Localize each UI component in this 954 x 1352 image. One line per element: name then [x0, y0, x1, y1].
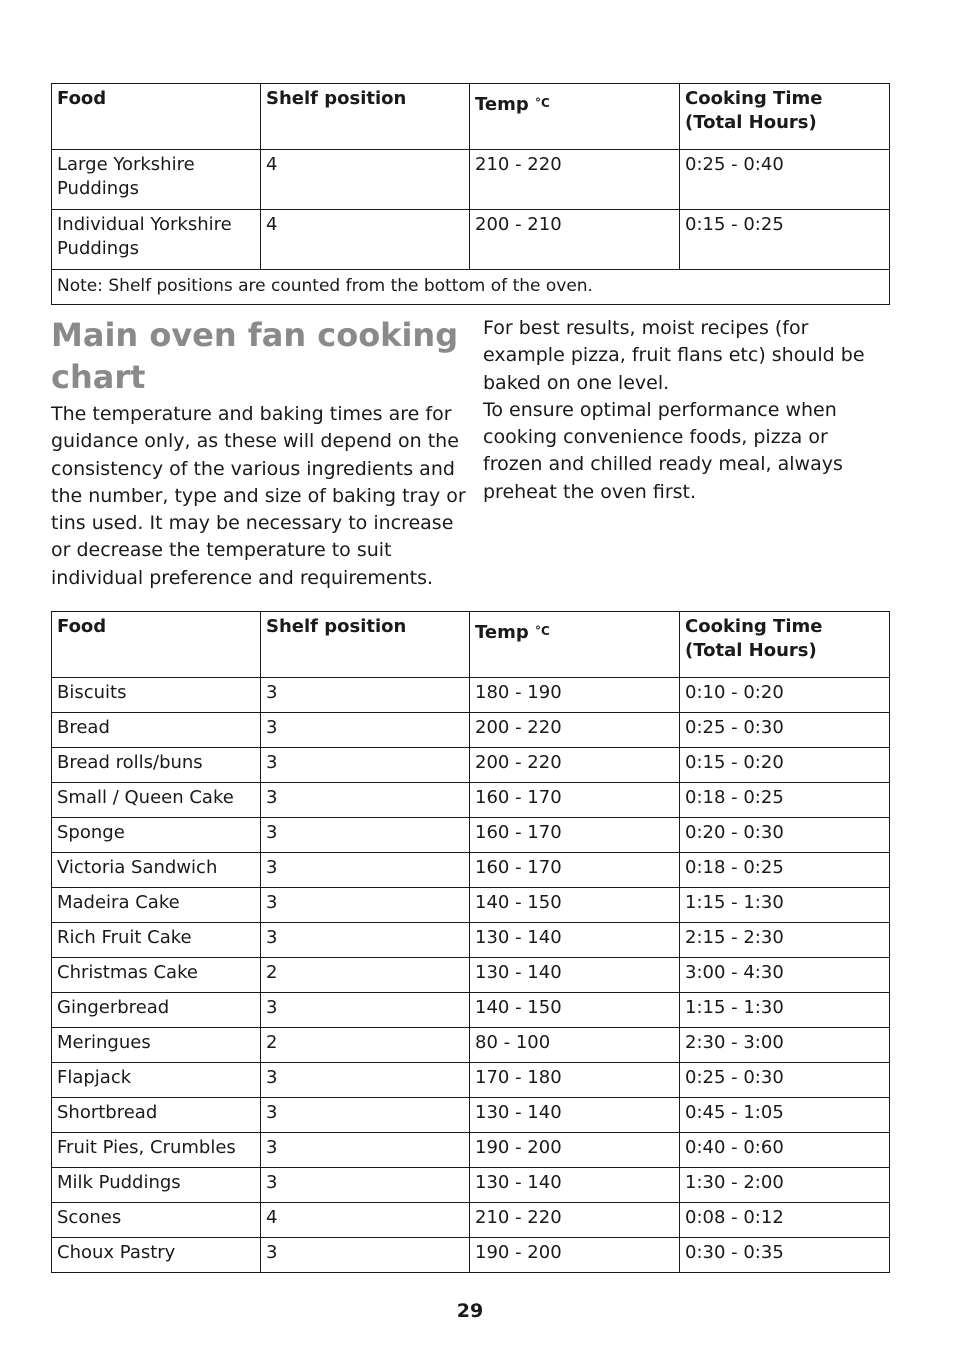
cell-shelf-position: 2 — [261, 1028, 470, 1063]
cell-temp: 200 - 210 — [470, 210, 680, 270]
cell-shelf-position: 3 — [261, 1168, 470, 1203]
cell-temp: 190 - 200 — [470, 1133, 680, 1168]
cell-cooking-time: 2:30 - 3:00 — [680, 1028, 890, 1063]
cell-food: Meringues — [52, 1028, 261, 1063]
cell-food: Individual Yorkshire Puddings — [52, 210, 261, 270]
cell-temp: 130 - 140 — [470, 958, 680, 993]
section-title: Main oven fan cooking chart — [51, 316, 459, 396]
cell-temp: 180 - 190 — [470, 678, 680, 713]
table-row — [52, 678, 890, 713]
cell-food: Fruit Pies, Crumbles — [52, 1133, 261, 1168]
cell-food: Madeira Cake — [52, 888, 261, 923]
cell-cooking-time: 0:18 - 0:25 — [680, 853, 890, 888]
cell-shelf-position: 3 — [261, 783, 470, 818]
cell-cooking-time: 0:30 - 0:35 — [680, 1238, 890, 1273]
cell-shelf-position: 3 — [261, 818, 470, 853]
header-temp — [470, 612, 680, 678]
table-header-row — [52, 84, 890, 150]
table-row — [52, 783, 890, 818]
tip-paragraph-preheat: To ensure optimal performance when cooking convenience foods, pizza or frozen and chilled ready meal, always preheat the oven first. — [483, 398, 843, 503]
cell-food: Milk Puddings — [52, 1168, 261, 1203]
header-cooking-time — [680, 84, 890, 150]
cell-shelf-position: 3 — [261, 993, 470, 1028]
table-row — [52, 713, 890, 748]
cell-shelf-position: 3 — [261, 1098, 470, 1133]
cell-food: Bread — [52, 713, 261, 748]
cell-shelf-position: 4 — [261, 210, 470, 270]
cell-food: Choux Pastry — [52, 1238, 261, 1273]
cell-cooking-time: 1:15 - 1:30 — [680, 993, 890, 1028]
header-temp-label: Temp — [475, 622, 529, 643]
header-food: Food — [52, 612, 261, 678]
cell-cooking-time: 0:20 - 0:30 — [680, 818, 890, 853]
cell-shelf-position: 2 — [261, 958, 470, 993]
cell-shelf-position: 4 — [261, 1203, 470, 1238]
cell-cooking-time: 0:15 - 0:25 — [680, 210, 890, 270]
page-number: 29 — [456, 1300, 484, 1322]
table-row — [52, 1028, 890, 1063]
table-note-row — [52, 270, 890, 305]
table-row — [52, 748, 890, 783]
table-row — [52, 1238, 890, 1273]
cell-food: Flapjack — [52, 1063, 261, 1098]
header-total-hours: (Total Hours) — [685, 112, 817, 133]
table-row — [52, 1203, 890, 1238]
cell-shelf-position: 3 — [261, 713, 470, 748]
cell-temp: 80 - 100 — [470, 1028, 680, 1063]
cell-temp: 140 - 150 — [470, 888, 680, 923]
header-shelf-position: Shelf position — [261, 84, 470, 150]
table-row — [52, 1133, 890, 1168]
cell-food: Small / Queen Cake — [52, 783, 261, 818]
cell-cooking-time: 0:25 - 0:40 — [680, 150, 890, 210]
table-row — [52, 210, 890, 270]
tips-column — [483, 315, 893, 506]
header-shelf-position: Shelf position — [261, 612, 470, 678]
cell-temp: 130 - 140 — [470, 923, 680, 958]
header-food: Food — [52, 84, 261, 150]
table-row — [52, 888, 890, 923]
cell-cooking-time: 0:08 - 0:12 — [680, 1203, 890, 1238]
table-row — [52, 1168, 890, 1203]
table-row — [52, 1098, 890, 1133]
cell-cooking-time: 0:25 - 0:30 — [680, 1063, 890, 1098]
cell-shelf-position: 4 — [261, 150, 470, 210]
cell-shelf-position: 3 — [261, 1238, 470, 1273]
intro-paragraph: The temperature and baking times are for guidance only, as these will depend on the consistency of the various ingredients and the number, type and size of baking tray or tins used. It may be necessary to increase or decrease the temperature to suit individual preference and requirements. — [51, 403, 466, 589]
cell-cooking-time: 0:15 - 0:20 — [680, 748, 890, 783]
table-header-row — [52, 612, 890, 678]
cell-food: Scones — [52, 1203, 261, 1238]
cell-food: Rich Fruit Cake — [52, 923, 261, 958]
fan-cooking-table — [51, 611, 890, 1273]
header-temp-unit: °C — [535, 96, 550, 110]
cell-cooking-time: 0:40 - 0:60 — [680, 1133, 890, 1168]
cell-temp: 170 - 180 — [470, 1063, 680, 1098]
cell-cooking-time: 0:10 - 0:20 — [680, 678, 890, 713]
cell-food: Gingerbread — [52, 993, 261, 1028]
cell-food: Biscuits — [52, 678, 261, 713]
yorkshire-pudding-table — [51, 83, 890, 305]
table-row — [52, 923, 890, 958]
cell-food: Shortbread — [52, 1098, 261, 1133]
cell-shelf-position: 3 — [261, 1133, 470, 1168]
cell-temp: 130 - 140 — [470, 1098, 680, 1133]
table-row — [52, 958, 890, 993]
cell-cooking-time: 1:30 - 2:00 — [680, 1168, 890, 1203]
cell-food: Bread rolls/buns — [52, 748, 261, 783]
cell-temp: 160 - 170 — [470, 818, 680, 853]
cell-temp: 130 - 140 — [470, 1168, 680, 1203]
cell-shelf-position: 3 — [261, 1063, 470, 1098]
cell-shelf-position: 3 — [261, 888, 470, 923]
header-cooking-time-label: Cooking Time — [685, 88, 823, 109]
cell-temp: 200 - 220 — [470, 713, 680, 748]
table-row — [52, 150, 890, 210]
header-temp-label: Temp — [475, 94, 529, 115]
header-temp-unit: °C — [535, 624, 550, 638]
cell-temp: 160 - 170 — [470, 783, 680, 818]
table-row — [52, 818, 890, 853]
cell-food: Sponge — [52, 818, 261, 853]
header-temp — [470, 84, 680, 150]
cell-cooking-time: 2:15 - 2:30 — [680, 923, 890, 958]
cell-cooking-time: 1:15 - 1:30 — [680, 888, 890, 923]
header-cooking-time-label: Cooking Time — [685, 616, 823, 637]
cell-shelf-position: 3 — [261, 678, 470, 713]
cell-food: Christmas Cake — [52, 958, 261, 993]
shelf-position-note: Note: Shelf positions are counted from the bottom of the oven. — [52, 270, 890, 305]
cell-cooking-time: 0:45 - 1:05 — [680, 1098, 890, 1133]
cell-cooking-time: 0:18 - 0:25 — [680, 783, 890, 818]
cell-temp: 200 - 220 — [470, 748, 680, 783]
table-row — [52, 993, 890, 1028]
cell-temp: 140 - 150 — [470, 993, 680, 1028]
cell-food: Victoria Sandwich — [52, 853, 261, 888]
cell-shelf-position: 3 — [261, 748, 470, 783]
cell-temp: 210 - 220 — [470, 150, 680, 210]
header-total-hours: (Total Hours) — [685, 640, 817, 661]
cell-temp: 160 - 170 — [470, 853, 680, 888]
header-cooking-time — [680, 612, 890, 678]
tip-paragraph-moist-recipes: For best results, moist recipes (for example pizza, fruit flans etc) should be baked on one level. — [483, 317, 865, 394]
cell-cooking-time: 0:25 - 0:30 — [680, 713, 890, 748]
table-row — [52, 853, 890, 888]
cell-food: Large Yorkshire Puddings — [52, 150, 261, 210]
cell-temp: 210 - 220 — [470, 1203, 680, 1238]
table-row — [52, 1063, 890, 1098]
cell-shelf-position: 3 — [261, 923, 470, 958]
cell-temp: 190 - 200 — [470, 1238, 680, 1273]
cell-shelf-position: 3 — [261, 853, 470, 888]
cell-cooking-time: 3:00 - 4:30 — [680, 958, 890, 993]
